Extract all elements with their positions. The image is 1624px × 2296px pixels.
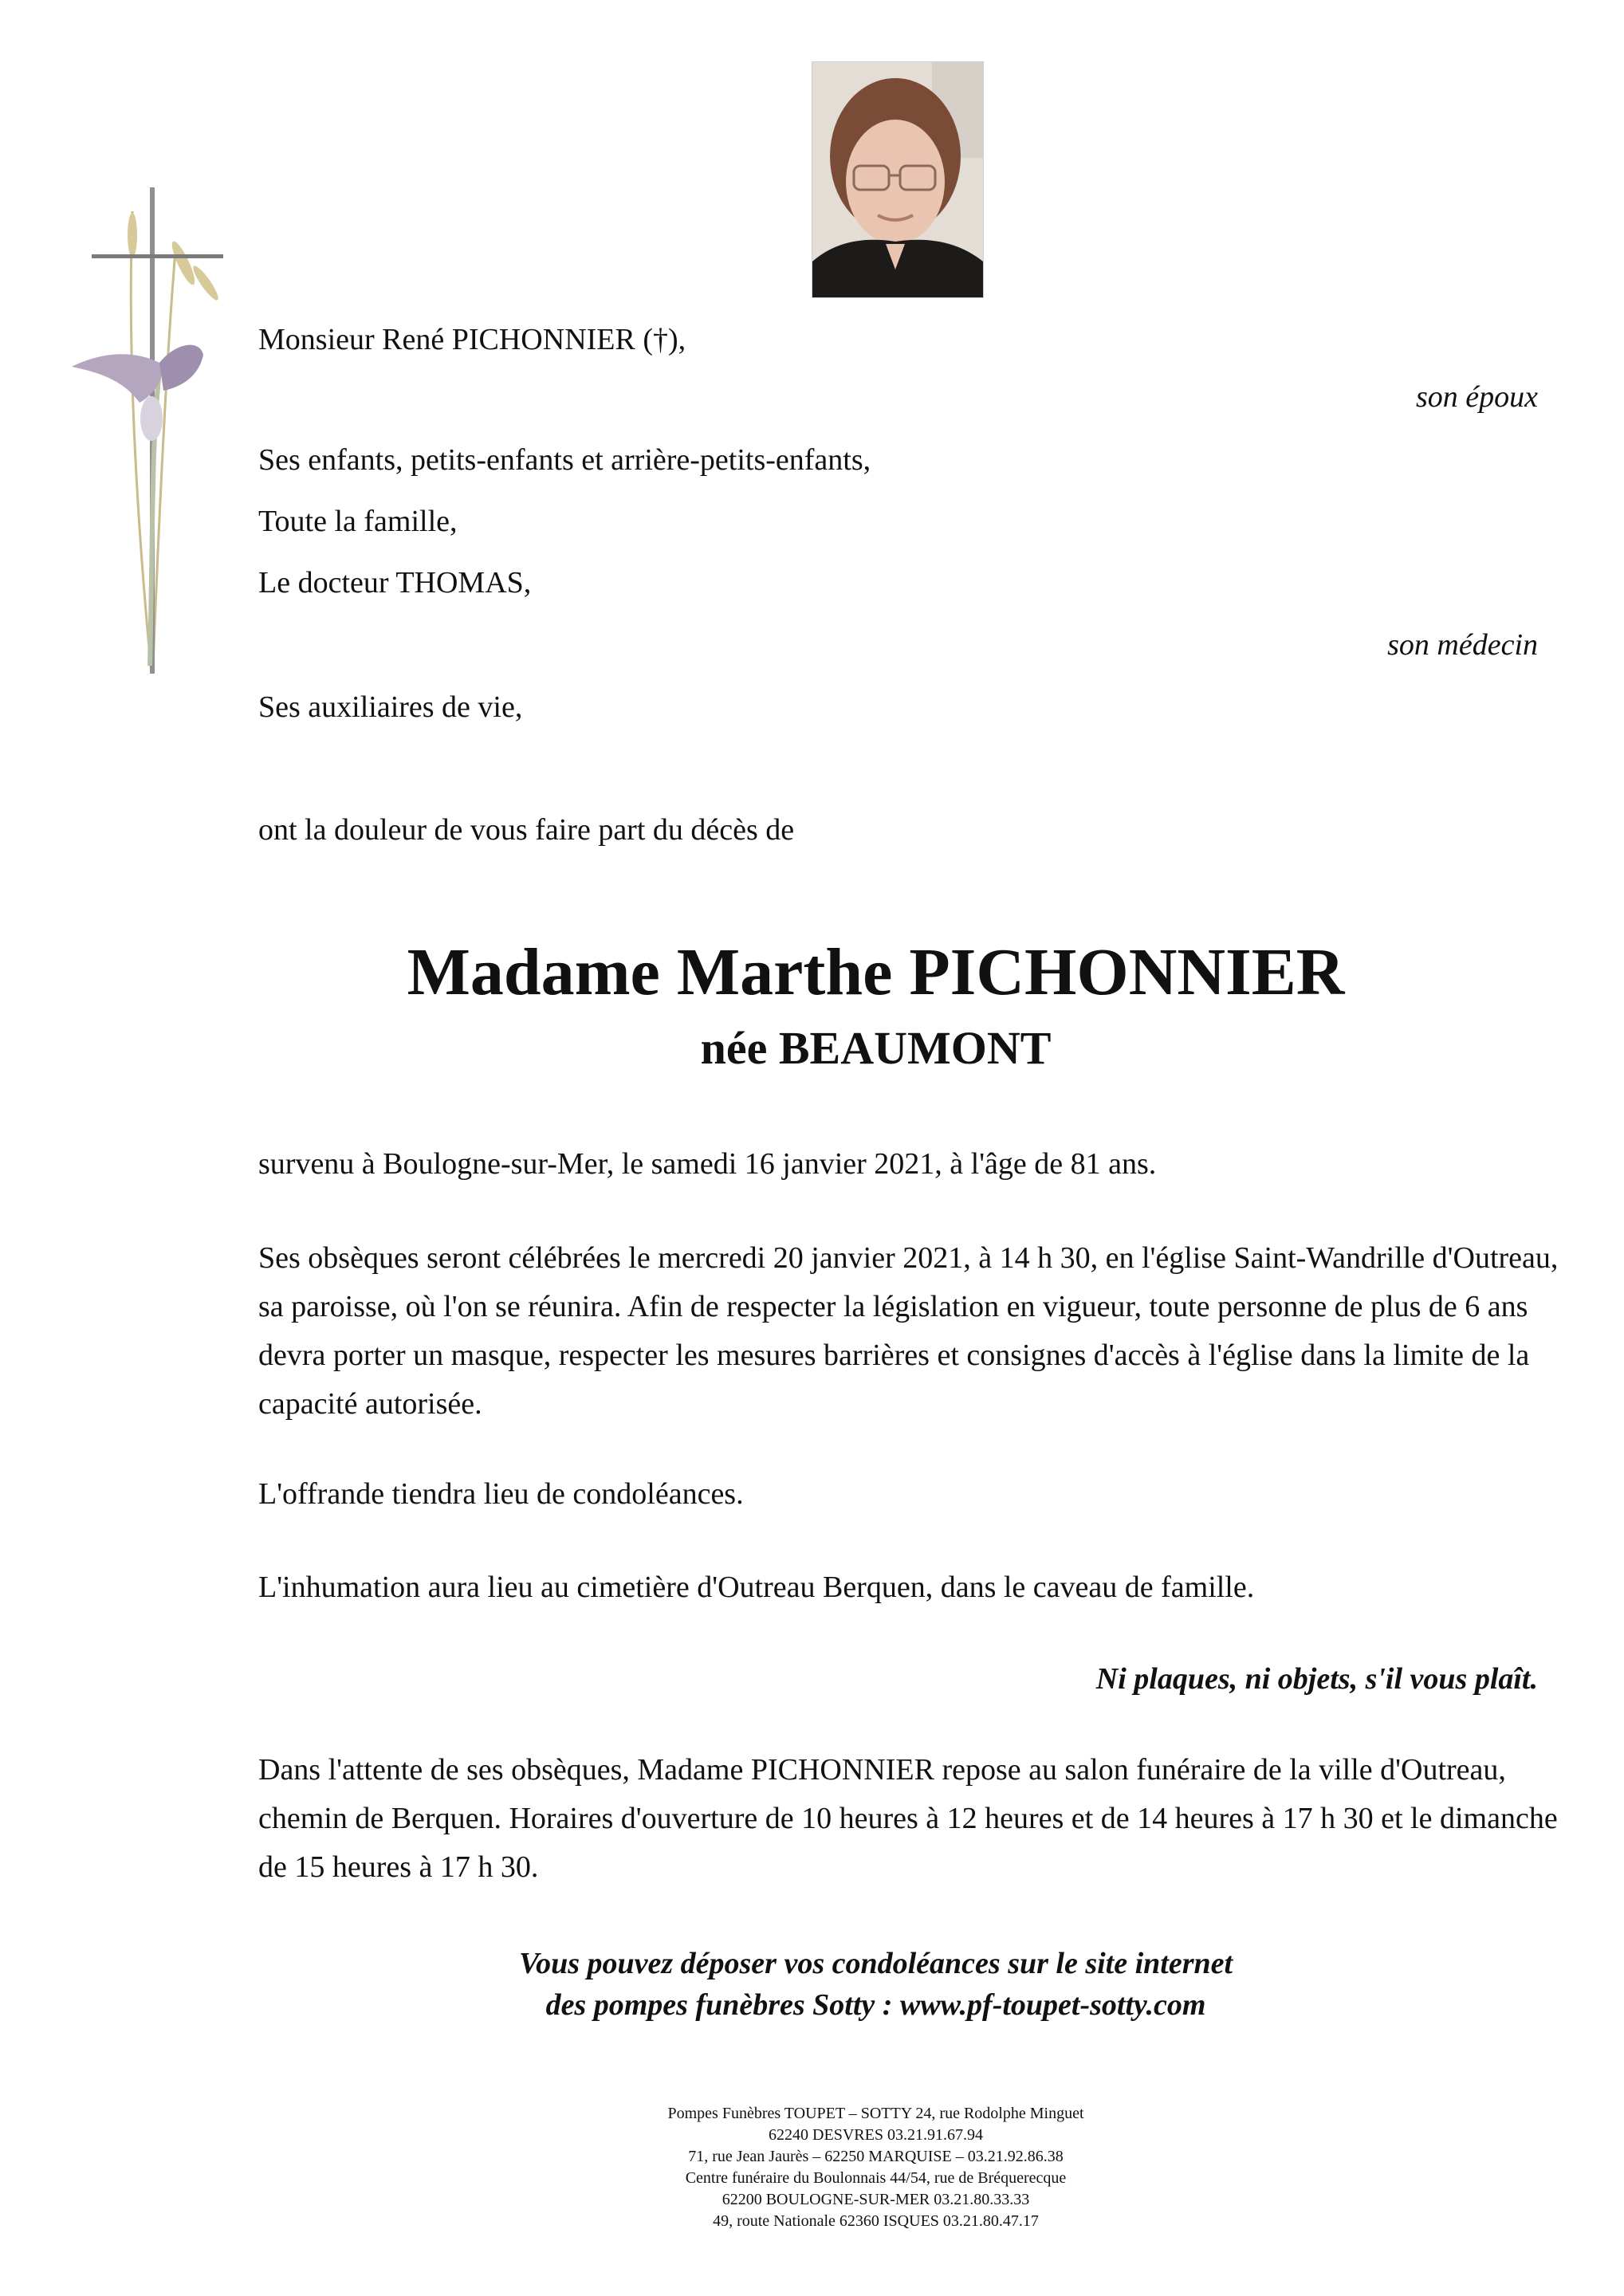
aides-line: Ses auxiliaires de vie,	[258, 690, 523, 724]
offering-line: L'offrande tiendra lieu de condoléances.	[258, 1477, 744, 1511]
burial-line: L'inhumation aura lieu au cimetière d'Outreau Berquen, dans le caveau de famille.	[258, 1571, 1255, 1604]
husband-line: Monsieur René PICHONNIER (†),	[258, 323, 686, 356]
family-line-children: Ses enfants, petits-enfants et arrière-petits-enfants,	[258, 443, 871, 477]
cross-flower-decoration	[64, 187, 247, 682]
footer-line: Pompes Funèbres TOUPET – SOTTY 24, rue Rodolphe Minguet	[667, 2105, 1084, 2122]
footer-line: 71, rue Jean Jaurès – 62250 MARQUISE – 03.21.92.86.38	[688, 2148, 1064, 2165]
deceased-name: Madame Marthe PICHONNIER	[407, 935, 1345, 1009]
visitation-paragraph: Dans l'attente de ses obsèques, Madame PICHONNIER repose au salon funéraire de la ville d'Outreau, chemin de Berquen. Horaires d'ouverture de 10 heures à 12 heures et de 14 heures à 17 h 30 et le dimanche de 15 heures à 17 h 30.	[258, 1753, 1558, 1884]
doctor-role: son médecin	[1387, 628, 1538, 662]
family-line-doctor: Le docteur THOMAS,	[258, 566, 532, 600]
footer-line: 62200 BOULOGNE-SUR-MER 03.21.80.33.33	[722, 2191, 1030, 2208]
condolences-line-2: des pompes funèbres Sotty : www.pf-toupet-sotty.com	[545, 1988, 1206, 2022]
footer-line: Centre funéraire du Boulonnais 44/54, rue de Bréquerecque	[685, 2169, 1067, 2187]
portrait-photo	[812, 61, 984, 298]
footer-line: 62240 DESVRES 03.21.91.67.94	[769, 2126, 983, 2144]
cross-icon	[64, 187, 247, 682]
portrait-illustration	[812, 62, 983, 297]
death-details: survenu à Boulogne-sur-Mer, le samedi 16 janvier 2021, à l'âge de 81 ans.	[258, 1147, 1157, 1181]
husband-role: son époux	[1415, 380, 1538, 414]
maiden-name: née BEAUMONT	[700, 1022, 1052, 1074]
condolences-line-1: Vous pouvez déposer vos condoléances sur le site internet	[518, 1947, 1233, 1980]
family-line-family: Toute la famille,	[258, 505, 458, 538]
footer-line: 49, route Nationale 62360 ISQUES 03.21.80.47.17	[713, 2212, 1039, 2230]
no-flowers-notice: Ni plaques, ni objets, s'il vous plaît.	[1095, 1662, 1538, 1696]
service-paragraph: Ses obsèques seront célébrées le mercredi 20 janvier 2021, à 14 h 30, en l'église Saint-Wandrille d'Outreau, sa paroisse, où l'on se réunira. Afin de respecter la législation en vigueur, toute personne de plus de 6 ans devra porter un masque, respecter les mesures barrières et consignes d'accès à l'église dans la limite de la capacité autorisée.	[258, 1241, 1559, 1421]
announcement-intro: ont la douleur de vous faire part du décès de	[258, 813, 795, 847]
